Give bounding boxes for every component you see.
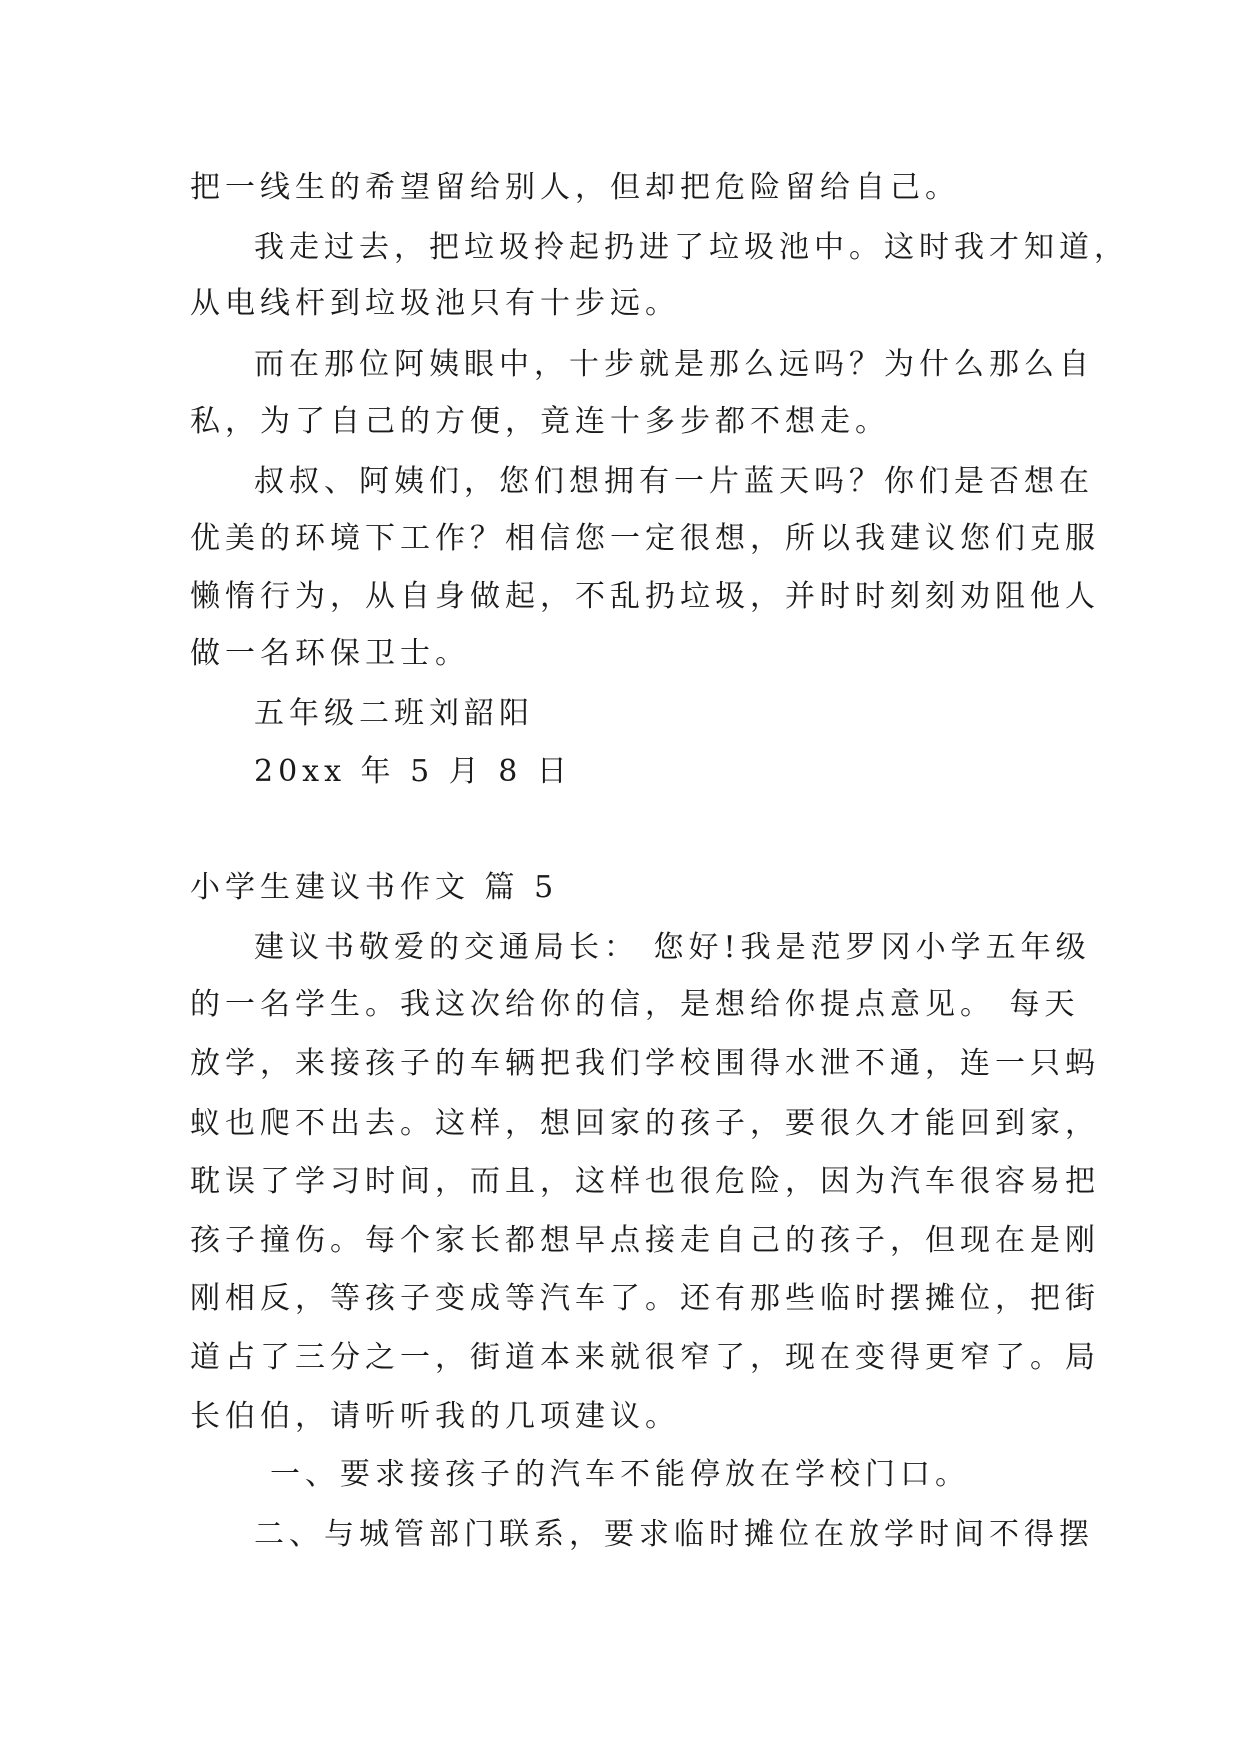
- text-line: 刚相反，等孩子变成等汽车了。还有那些临时摆摊位，把街: [190, 1281, 1100, 1316]
- text-line: 叔叔、阿姨们，您们想拥有一片蓝天吗？你们是否想在: [254, 464, 1094, 499]
- list-item: 二、与城管部门联系，要求临时摊位在放学时间不得摆: [254, 1517, 1094, 1552]
- text-line: 的一名学生。我这次给你的信，是想给你提点意见。 每天: [190, 987, 1080, 1022]
- signature-name: 五年级二班刘韶阳: [254, 696, 534, 731]
- signature-date: 20xx 年 5 月 8 日: [254, 754, 572, 789]
- text-line: 懒惰行为，从自身做起，不乱扔垃圾，并时时刻刻劝阻他人: [190, 579, 1100, 614]
- text-line: 而在那位阿姨眼中，十步就是那么远吗？为什么那么自: [254, 347, 1094, 382]
- text-line: 把一线生的希望留给别人，但却把危险留给自己。: [190, 170, 960, 205]
- text-line: 从电线杆到垃圾池只有十步远。: [190, 286, 680, 321]
- text-line: 耽误了学习时间，而且，这样也很危险，因为汽车很容易把: [190, 1164, 1100, 1199]
- text-line: 建议书敬爱的交通局长： 您好!我是范罗冈小学五年级: [254, 930, 1091, 965]
- text-line: 长伯伯，请听听我的几项建议。: [190, 1399, 680, 1434]
- text-line: 蚁也爬不出去。这样，想回家的孩子，要很久才能回到家，: [190, 1106, 1100, 1141]
- list-item: 一、要求接孩子的汽车不能停放在学校门口。: [270, 1457, 970, 1492]
- text-line: 孩子撞伤。每个家长都想早点接走自己的孩子，但现在是刚: [190, 1223, 1100, 1258]
- text-line: 道占了三分之一，街道本来就很窄了，现在变得更窄了。局: [190, 1340, 1100, 1375]
- text-line: 放学，来接孩子的车辆把我们学校围得水泄不通，连一只蚂: [190, 1046, 1100, 1081]
- text-line: 做一名环保卫士。: [190, 636, 470, 671]
- text-line: 我走过去，把垃圾拎起扔进了垃圾池中。这时我才知道，: [254, 230, 1129, 265]
- section-heading: 小学生建议书作文 篇 5: [190, 870, 559, 905]
- text-line: 优美的环境下工作？相信您一定很想，所以我建议您们克服: [190, 521, 1100, 556]
- text-line: 私，为了自己的方便，竟连十多步都不想走。: [190, 404, 890, 439]
